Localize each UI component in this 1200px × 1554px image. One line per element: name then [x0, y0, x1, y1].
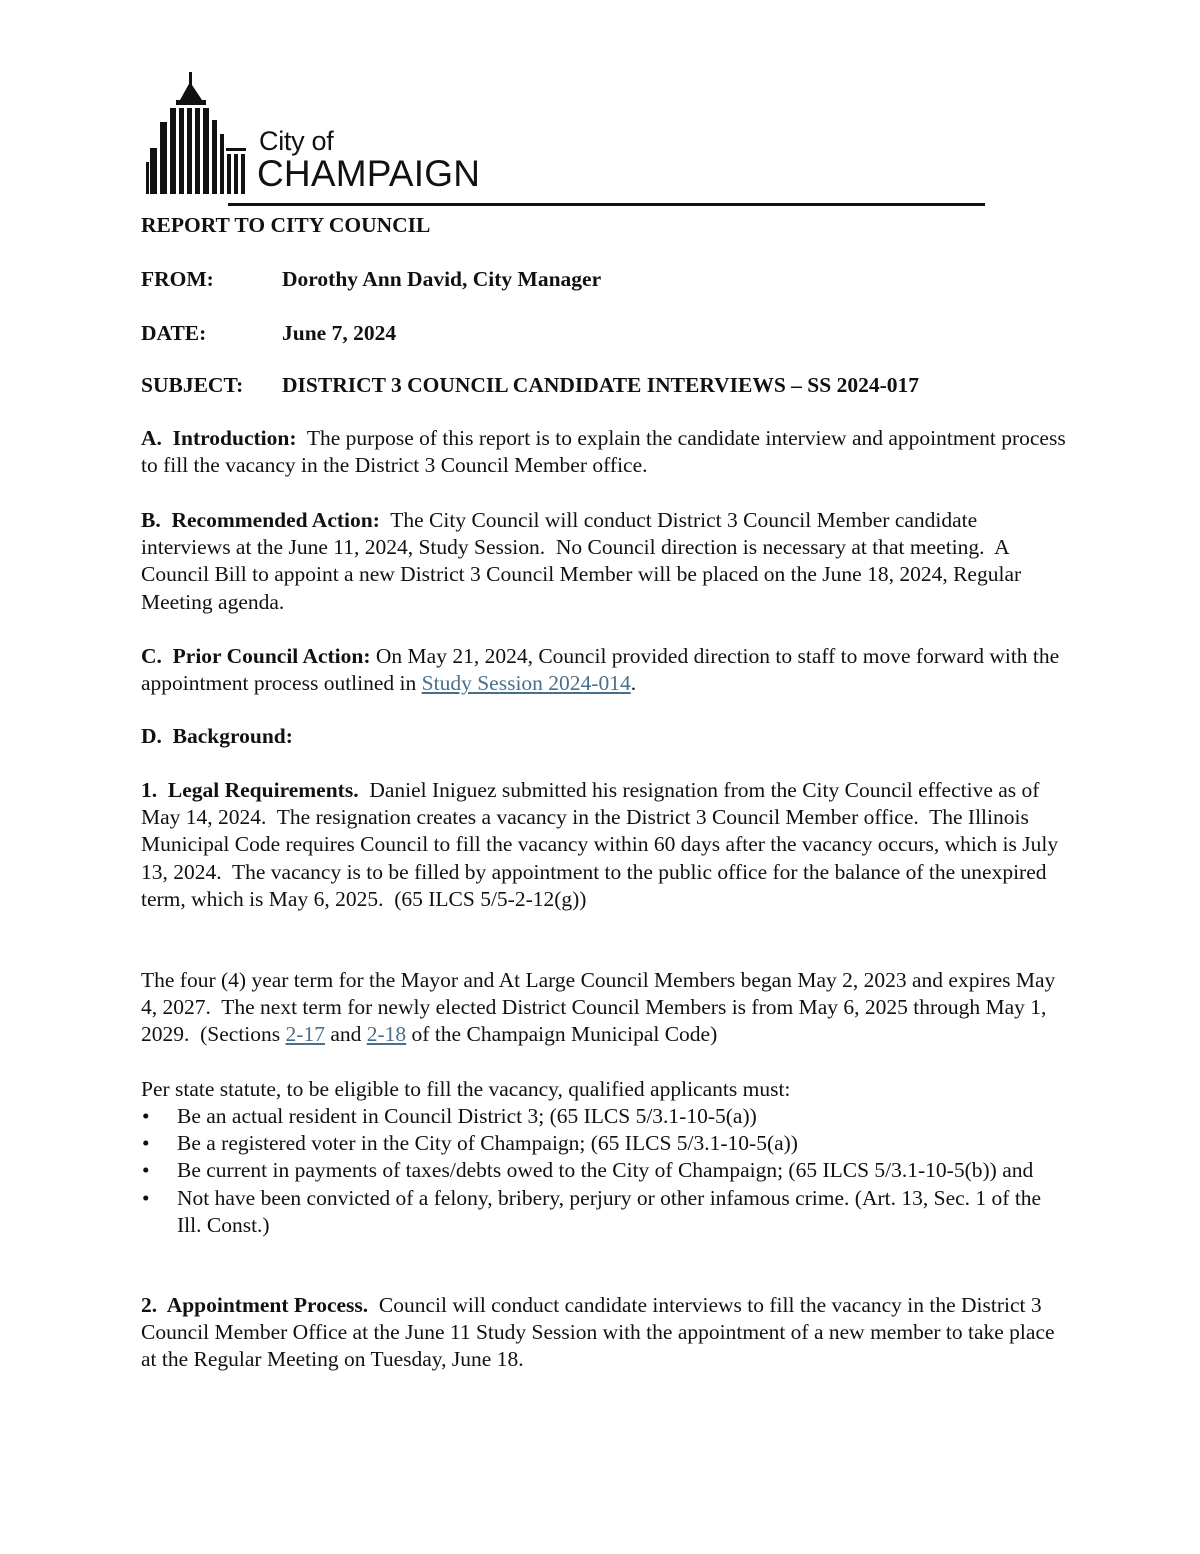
term-text-mid: and	[324, 1022, 367, 1047]
from-value: Dorothy Ann David, City Manager	[282, 267, 602, 291]
header-divider	[228, 203, 985, 206]
report-title: REPORT TO CITY COUNCIL	[141, 213, 431, 237]
eligibility-list	[141, 1103, 1066, 1239]
recommended-action-text: The City Council will conduct District 3 Council Member candidate interviews at the June 11, 2024, Study Session. No Council direction is necessary at that meeting. A Council Bill to appoint a new District 3 Council Member will be placed on the June 18, 2024, Regular Meeting agenda.	[141, 508, 1027, 614]
statute-intro: Per state statute, to be eligible to fill the vacancy, qualified applicants must:	[141, 1077, 791, 1101]
date-row	[141, 320, 1061, 347]
appointment-process-text: Council will conduct candidate interviews to fill the vacancy in the District 3 Council Member Office at the June 11 Study Session with the appointment of a new member to take place at the Regular Meeting on Tuesday, June 18.	[141, 1293, 1060, 1372]
background-heading: D. Background:	[141, 724, 293, 748]
prior-action-text: On May 21, 2024, Council provided direction to staff to move forward with the appointment process outlined in	[141, 644, 1065, 696]
section-recommended-action	[141, 507, 1066, 616]
section-introduction	[141, 425, 1072, 479]
date-label: DATE:	[141, 321, 207, 345]
appointment-process-heading: 2. Appointment Process.	[141, 1293, 369, 1317]
list-item-text: Be a registered voter in the City of Champaign; (65 ILCS 5/3.1-10-5(a))	[177, 1131, 798, 1156]
from-label: FROM:	[141, 267, 214, 291]
list-item	[141, 1130, 1066, 1157]
subject-label: SUBJECT:	[141, 373, 244, 397]
term-paragraph	[141, 967, 1066, 1049]
term-text-end: of the Champaign Municipal Code)	[406, 1022, 718, 1047]
logo-city-of-text: City of	[259, 126, 334, 156]
list-item-text: Not have been convicted of a felony, bribery, perjury or other infamous crime. (Art. 13, Sec. 1 of the Ill. Const.)	[177, 1185, 1042, 1237]
subject-row	[141, 372, 1061, 399]
bullet-icon: •	[142, 1104, 150, 1128]
bullet-icon: •	[142, 1185, 150, 1210]
subject-value: DISTRICT 3 COUNCIL CANDIDATE INTERVIEWS – SS 2024-017	[282, 373, 920, 397]
legal-requirements-text: Daniel Iniguez submitted his resignation from the City Council effective as of May 14, 2024. The resignation creates a vacancy in the District 3 Council Member office. The Illinois Municipal Code requires Council to fill the vacancy within 60 days after the vacancy occurs, which is July 13, 2024. The vacancy is to be filled by appointment to the public office for the balance of the unexpired term, which is May 6, 2025. (65 ILCS 5/5-2-12(g))	[141, 778, 1064, 911]
study-session-2024-014-link[interactable]: Study Session 2024-014	[421, 671, 631, 696]
section-appointment-process	[141, 1292, 1066, 1374]
section-2-18-link[interactable]: 2-18	[366, 1022, 407, 1047]
city-logo	[146, 72, 486, 200]
introduction-heading: A. Introduction:	[141, 426, 297, 450]
prior-action-text-end: .	[630, 671, 637, 696]
list-item-text: Be current in payments of taxes/debts owed to the City of Champaign; (65 ILCS 5/3.1-10-5(b)) and	[177, 1158, 1034, 1183]
list-item-text: Be an actual resident in Council District 3; (65 ILCS 5/3.1-10-5(a))	[177, 1104, 757, 1128]
bullet-icon: •	[142, 1131, 150, 1156]
list-item	[141, 1185, 1066, 1239]
city-skyline-icon	[146, 72, 256, 200]
list-item	[141, 1103, 1066, 1130]
legal-requirements-heading: 1. Legal Requirements.	[141, 778, 359, 802]
prior-action-heading: C. Prior Council Action:	[141, 644, 371, 668]
recommended-action-heading: B. Recommended Action:	[141, 508, 380, 532]
date-value: June 7, 2024	[282, 321, 397, 345]
section-legal-requirements	[141, 777, 1066, 913]
section-2-17-link[interactable]: 2-17	[285, 1022, 325, 1047]
term-text: The four (4) year term for the Mayor and At Large Council Members began May 2, 2023 and expires May 4, 2027. The next term for newly elected District Council Members is from May 6, 2025 through May 1, 2029. (Sections	[141, 968, 1061, 1047]
list-item	[141, 1157, 1066, 1184]
bullet-icon: •	[142, 1158, 150, 1183]
introduction-text: The purpose of this report is to explain the candidate interview and appointment process to fill the vacancy in the District 3 Council Member office.	[141, 426, 1072, 478]
logo-champaign-text: CHAMPAIGN	[257, 153, 481, 194]
from-row	[141, 266, 1061, 293]
section-prior-council-action	[141, 643, 1066, 697]
